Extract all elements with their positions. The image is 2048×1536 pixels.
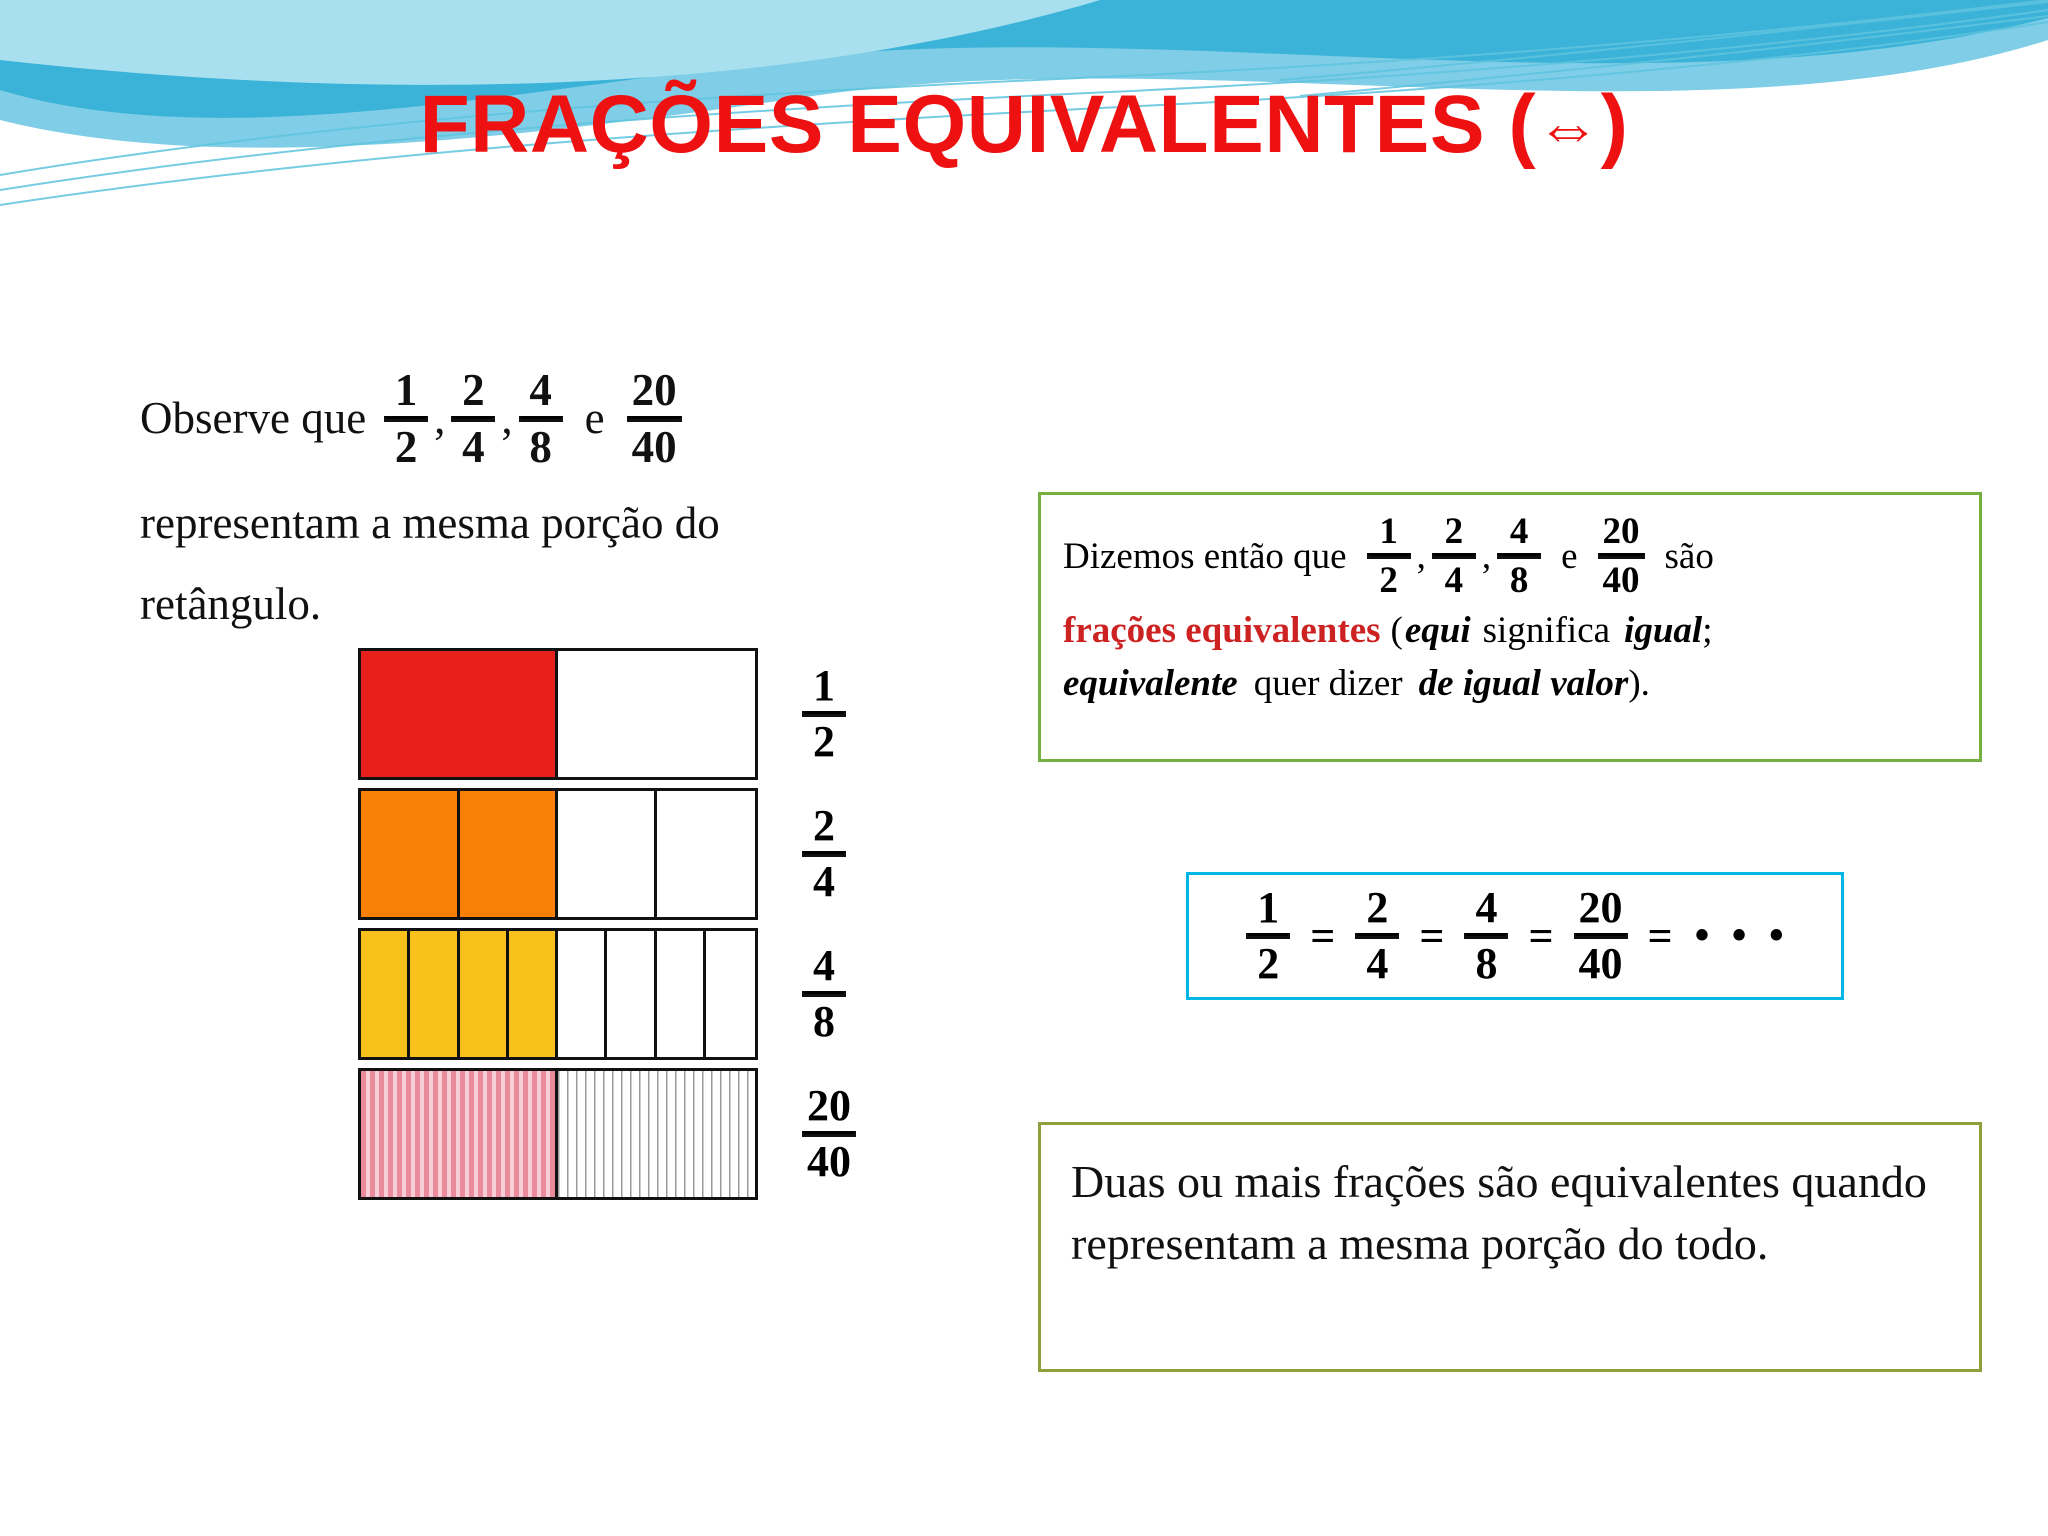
observation-line-2: representam a mesma porção do (140, 498, 720, 548)
fraction-20-40-label (802, 1081, 856, 1186)
bar-row-4-8 (358, 928, 862, 1060)
page-title (0, 78, 2048, 172)
bar-cell-filled (410, 931, 459, 1057)
bar-cell-empty (558, 791, 657, 917)
term-fracoes-equivalentes: frações equivalentes (1063, 610, 1381, 651)
bar-rectangle-20-40 (358, 1068, 758, 1200)
bar-cell-filled (460, 931, 509, 1057)
fraction-numerator: 4 (813, 941, 835, 990)
fraction-1-2 (1246, 883, 1290, 988)
fraction-numerator: 1 (1379, 511, 1398, 552)
fraction-numerator: 4 (1509, 511, 1529, 552)
equation-box-cyan (1186, 872, 1844, 1000)
bar-cell-filled (361, 931, 410, 1057)
fraction-numerator: 1 (813, 661, 835, 710)
fraction-numerator: 1 (394, 365, 418, 415)
comma-2: , (501, 393, 513, 444)
observation-intro: Observe que (140, 393, 367, 444)
green-tail-text: são (1664, 535, 1714, 577)
summary-box-olive: Duas ou mais frações são equivalentes quando representam a mesma porção do todo. (1038, 1122, 1982, 1372)
fraction-20-40 (1574, 883, 1628, 988)
bar-row-20-40 (358, 1068, 862, 1200)
green-box-line-3 (1063, 662, 1959, 705)
fraction-bar (1598, 553, 1645, 559)
fraction-denominator: 40 (1602, 560, 1640, 601)
fraction-numerator: 2 (462, 365, 485, 415)
bar-cell-filled (509, 931, 558, 1057)
page-title-text: FRAÇÕES EQUIVALENTES ( (419, 79, 1537, 170)
bar-rectangle-2-4 (358, 788, 758, 920)
fraction-denominator: 40 (1578, 939, 1623, 988)
green-lead-text: Dizemos então que (1063, 535, 1347, 577)
fraction-20-40 (1598, 513, 1645, 599)
fraction-2-4-label (802, 801, 846, 906)
bar-label-1-2 (796, 661, 852, 766)
bar-cell-filled (361, 1071, 558, 1197)
comma-2: , (1481, 535, 1492, 577)
fraction-numerator: 2 (813, 801, 835, 850)
fraction-numerator: 20 (807, 1081, 851, 1130)
paren-open: ( (1390, 610, 1403, 651)
ellipsis-dots: • • • (1694, 913, 1790, 959)
fraction-denominator: 4 (1366, 939, 1389, 988)
bar-cell-empty (657, 931, 706, 1057)
definition-box-green (1038, 492, 1982, 762)
fraction-denominator: 2 (394, 422, 418, 472)
fraction-bar (1497, 553, 1541, 559)
paren-close: ). (1628, 663, 1650, 704)
fraction-bar (1367, 553, 1411, 559)
bar-cell-empty (558, 651, 755, 777)
fraction-numerator: 20 (1602, 511, 1640, 552)
phrase-quer-dizer: quer dizer (1253, 663, 1403, 704)
fraction-denominator: 2 (1379, 560, 1398, 601)
fraction-20-40 (627, 365, 682, 472)
bar-label-20-40 (796, 1081, 862, 1186)
observation-line-1 (140, 365, 1010, 472)
bar-cell-filled (460, 791, 559, 917)
fraction-denominator: 2 (813, 717, 835, 766)
fraction-denominator: 8 (529, 422, 552, 472)
bar-label-2-4 (796, 801, 852, 906)
equals-sign-1: = (1310, 911, 1336, 961)
equals-sign-4: = (1647, 911, 1673, 961)
fraction-bars-diagram (358, 648, 862, 1208)
bar-cell-empty (558, 931, 607, 1057)
equals-sign-2: = (1419, 911, 1445, 961)
bar-rectangle-1-2 (358, 648, 758, 780)
fraction-denominator: 4 (813, 857, 835, 906)
fraction-1-2 (1367, 513, 1411, 599)
page-title-close-paren: ) (1600, 79, 1629, 170)
fraction-denominator: 40 (631, 422, 677, 472)
fraction-numerator: 20 (1578, 883, 1623, 932)
fraction-1-2-label (802, 661, 846, 766)
fraction-numerator: 4 (529, 365, 552, 415)
equals-sign-3: = (1528, 911, 1554, 961)
fraction-numerator: 4 (1475, 883, 1498, 932)
bar-cell-empty (607, 931, 656, 1057)
fraction-denominator: 8 (1509, 560, 1529, 601)
fraction-numerator: 2 (1444, 511, 1464, 552)
conjunction-e: e (1561, 535, 1578, 577)
fraction-denominator: 4 (462, 422, 485, 472)
fraction-2-4 (1432, 513, 1476, 599)
word-equivalente: equivalente (1063, 663, 1238, 704)
fraction-numerator: 1 (1257, 883, 1280, 932)
fraction-2-4 (451, 365, 495, 472)
bar-cell-empty (657, 791, 756, 917)
fraction-bar (1432, 553, 1476, 559)
bar-cell-empty (706, 931, 755, 1057)
fraction-4-8 (1497, 513, 1541, 599)
bar-label-4-8 (796, 941, 852, 1046)
fraction-denominator: 2 (1257, 939, 1280, 988)
fraction-4-8-label (802, 941, 846, 1046)
fraction-denominator: 40 (807, 1137, 851, 1186)
observation-line-3: retângulo. (140, 579, 322, 630)
observation-text (140, 365, 1010, 640)
phrase-de-igual-valor: de igual valor (1418, 663, 1629, 704)
word-equi: equi (1404, 610, 1471, 651)
fraction-4-8 (1464, 883, 1508, 988)
fraction-1-2 (384, 365, 428, 472)
comma-1: , (1416, 535, 1426, 577)
bar-rectangle-4-8 (358, 928, 758, 1060)
word-igual: igual (1624, 610, 1703, 651)
fraction-denominator: 8 (1475, 939, 1498, 988)
bar-cell-filled (361, 651, 558, 777)
fraction-numerator: 20 (631, 365, 677, 415)
semicolon: ; (1702, 610, 1713, 651)
bar-row-1-2 (358, 648, 862, 780)
equivalence-equation (1240, 883, 1790, 988)
comma-1: , (434, 393, 446, 444)
fraction-denominator: 4 (1444, 560, 1464, 601)
word-significa: significa (1482, 610, 1611, 651)
fraction-2-4 (1355, 883, 1399, 988)
bar-row-2-4 (358, 788, 862, 920)
bar-cell-filled (361, 791, 460, 917)
green-box-line-1 (1063, 513, 1959, 599)
fraction-denominator: 8 (813, 997, 835, 1046)
double-arrow-icon: ⇔ (1536, 92, 1601, 164)
left-content-panel (130, 358, 1010, 1390)
fraction-numerator: 2 (1366, 883, 1389, 932)
fraction-4-8 (519, 365, 563, 472)
bar-cell-empty (558, 1071, 755, 1197)
green-box-line-2 (1063, 609, 1959, 652)
conjunction-e: e (584, 393, 605, 444)
